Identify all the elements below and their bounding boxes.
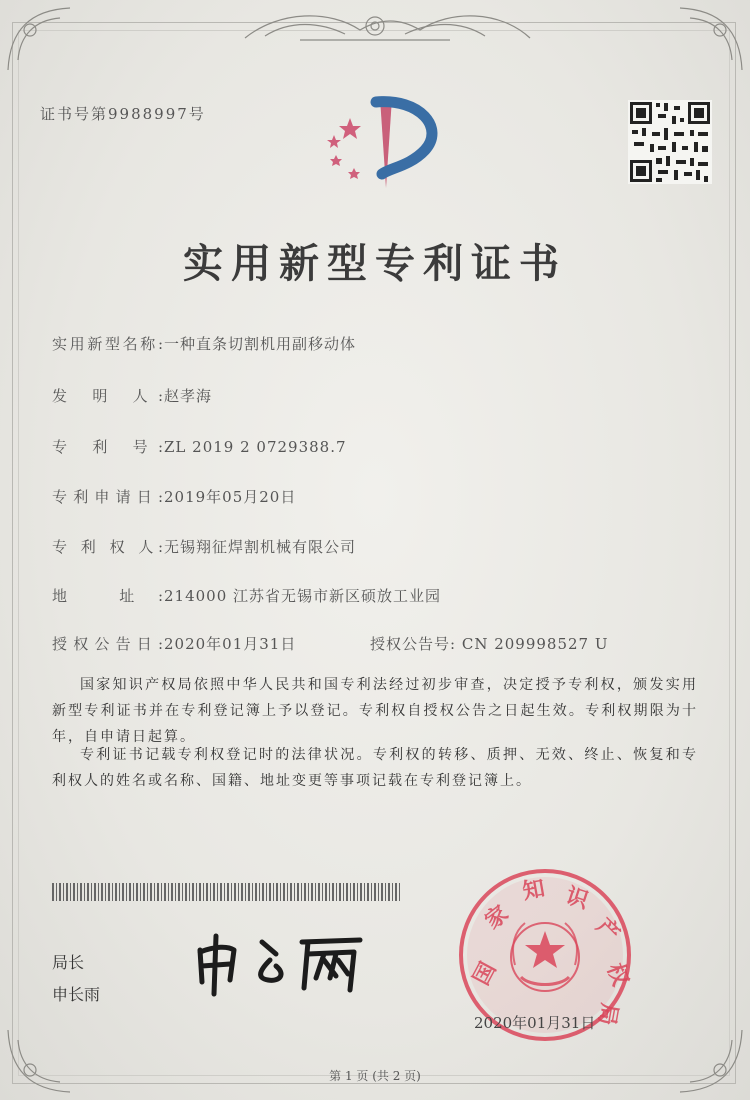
field-label: 地 址:: [52, 587, 164, 605]
corner-ornament-top-right: [660, 0, 750, 90]
corner-ornament-top-left: [0, 0, 90, 90]
svg-text:国: 国: [468, 957, 502, 990]
svg-text:家: 家: [480, 900, 514, 935]
official-name: 申长雨: [52, 985, 101, 1004]
official-title: 局长: [52, 953, 85, 972]
field-announcement-number: [370, 633, 609, 654]
field-utility-model-name: [52, 333, 356, 354]
field-label: 授权公告日:: [52, 635, 164, 653]
field-label: 专利申请日:: [52, 488, 164, 506]
field-label: 专 利 号:: [52, 438, 164, 456]
legal-status-statement: 专利证书记载专利权登记时的法律状况。专利权的转移、质押、无效、终止、恢复和专利权人的姓名或名称、国籍、地址变更等事项记载在专利登记簿上。: [52, 747, 698, 789]
field-value: 一种直条切割机用副移动体: [164, 335, 357, 353]
top-ornament: [0, 0, 750, 60]
signature: [190, 930, 370, 1000]
field-value: ZL 2019 2 0729388.7: [164, 438, 347, 456]
field-label: 专 利 权 人:: [52, 538, 164, 556]
certificate-title: 实用新型专利证书: [183, 240, 567, 287]
field-value: 无锡翔征焊割机械有限公司: [164, 538, 357, 556]
field-value: 2019年05月20日: [164, 488, 297, 506]
field-value: CN 209998527 U: [461, 635, 609, 653]
barcode: [52, 883, 400, 901]
field-patent-number: [52, 436, 347, 457]
field-inventor: [52, 385, 212, 406]
svg-text:权: 权: [601, 959, 634, 990]
corner-ornament-bottom-right: [660, 1010, 750, 1100]
certificate-number: 证书号第9988997号: [40, 105, 206, 123]
grant-statement: 国家知识产权局依照中华人民共和国专利法经过初步审查，决定授予专利权，颁发实用新型专利证书并在专利登记簿上予以登记。专利权自授权公告之日起生效。专利权期限为十年，自申请日起算。: [52, 677, 698, 745]
svg-text:产: 产: [590, 913, 625, 948]
svg-text:知: 知: [520, 875, 547, 905]
qr-code-icon: [628, 100, 712, 184]
field-grant-date: [52, 633, 296, 654]
field-value: 214000 江苏省无锡市新区硕放工业园: [164, 587, 442, 605]
field-address: [52, 585, 441, 606]
corner-ornament-bottom-left: [0, 1010, 90, 1100]
patent-office-logo-icon: [310, 88, 440, 198]
field-patentee: [52, 536, 356, 557]
page-number: 第 1 页 (共 2 页): [329, 1069, 421, 1083]
issue-date: 2020年01月31日: [474, 1014, 596, 1032]
svg-text:识: 识: [562, 882, 592, 915]
field-application-date: [52, 486, 296, 507]
field-label: 授权公告号:: [370, 635, 457, 653]
field-label: 实用新型名称:: [52, 335, 164, 353]
field-label: 发 明 人:: [52, 387, 164, 405]
svg-text:局: 局: [593, 1001, 623, 1028]
field-value: 2020年01月31日: [164, 635, 297, 653]
field-value: 赵孝海: [164, 387, 213, 405]
